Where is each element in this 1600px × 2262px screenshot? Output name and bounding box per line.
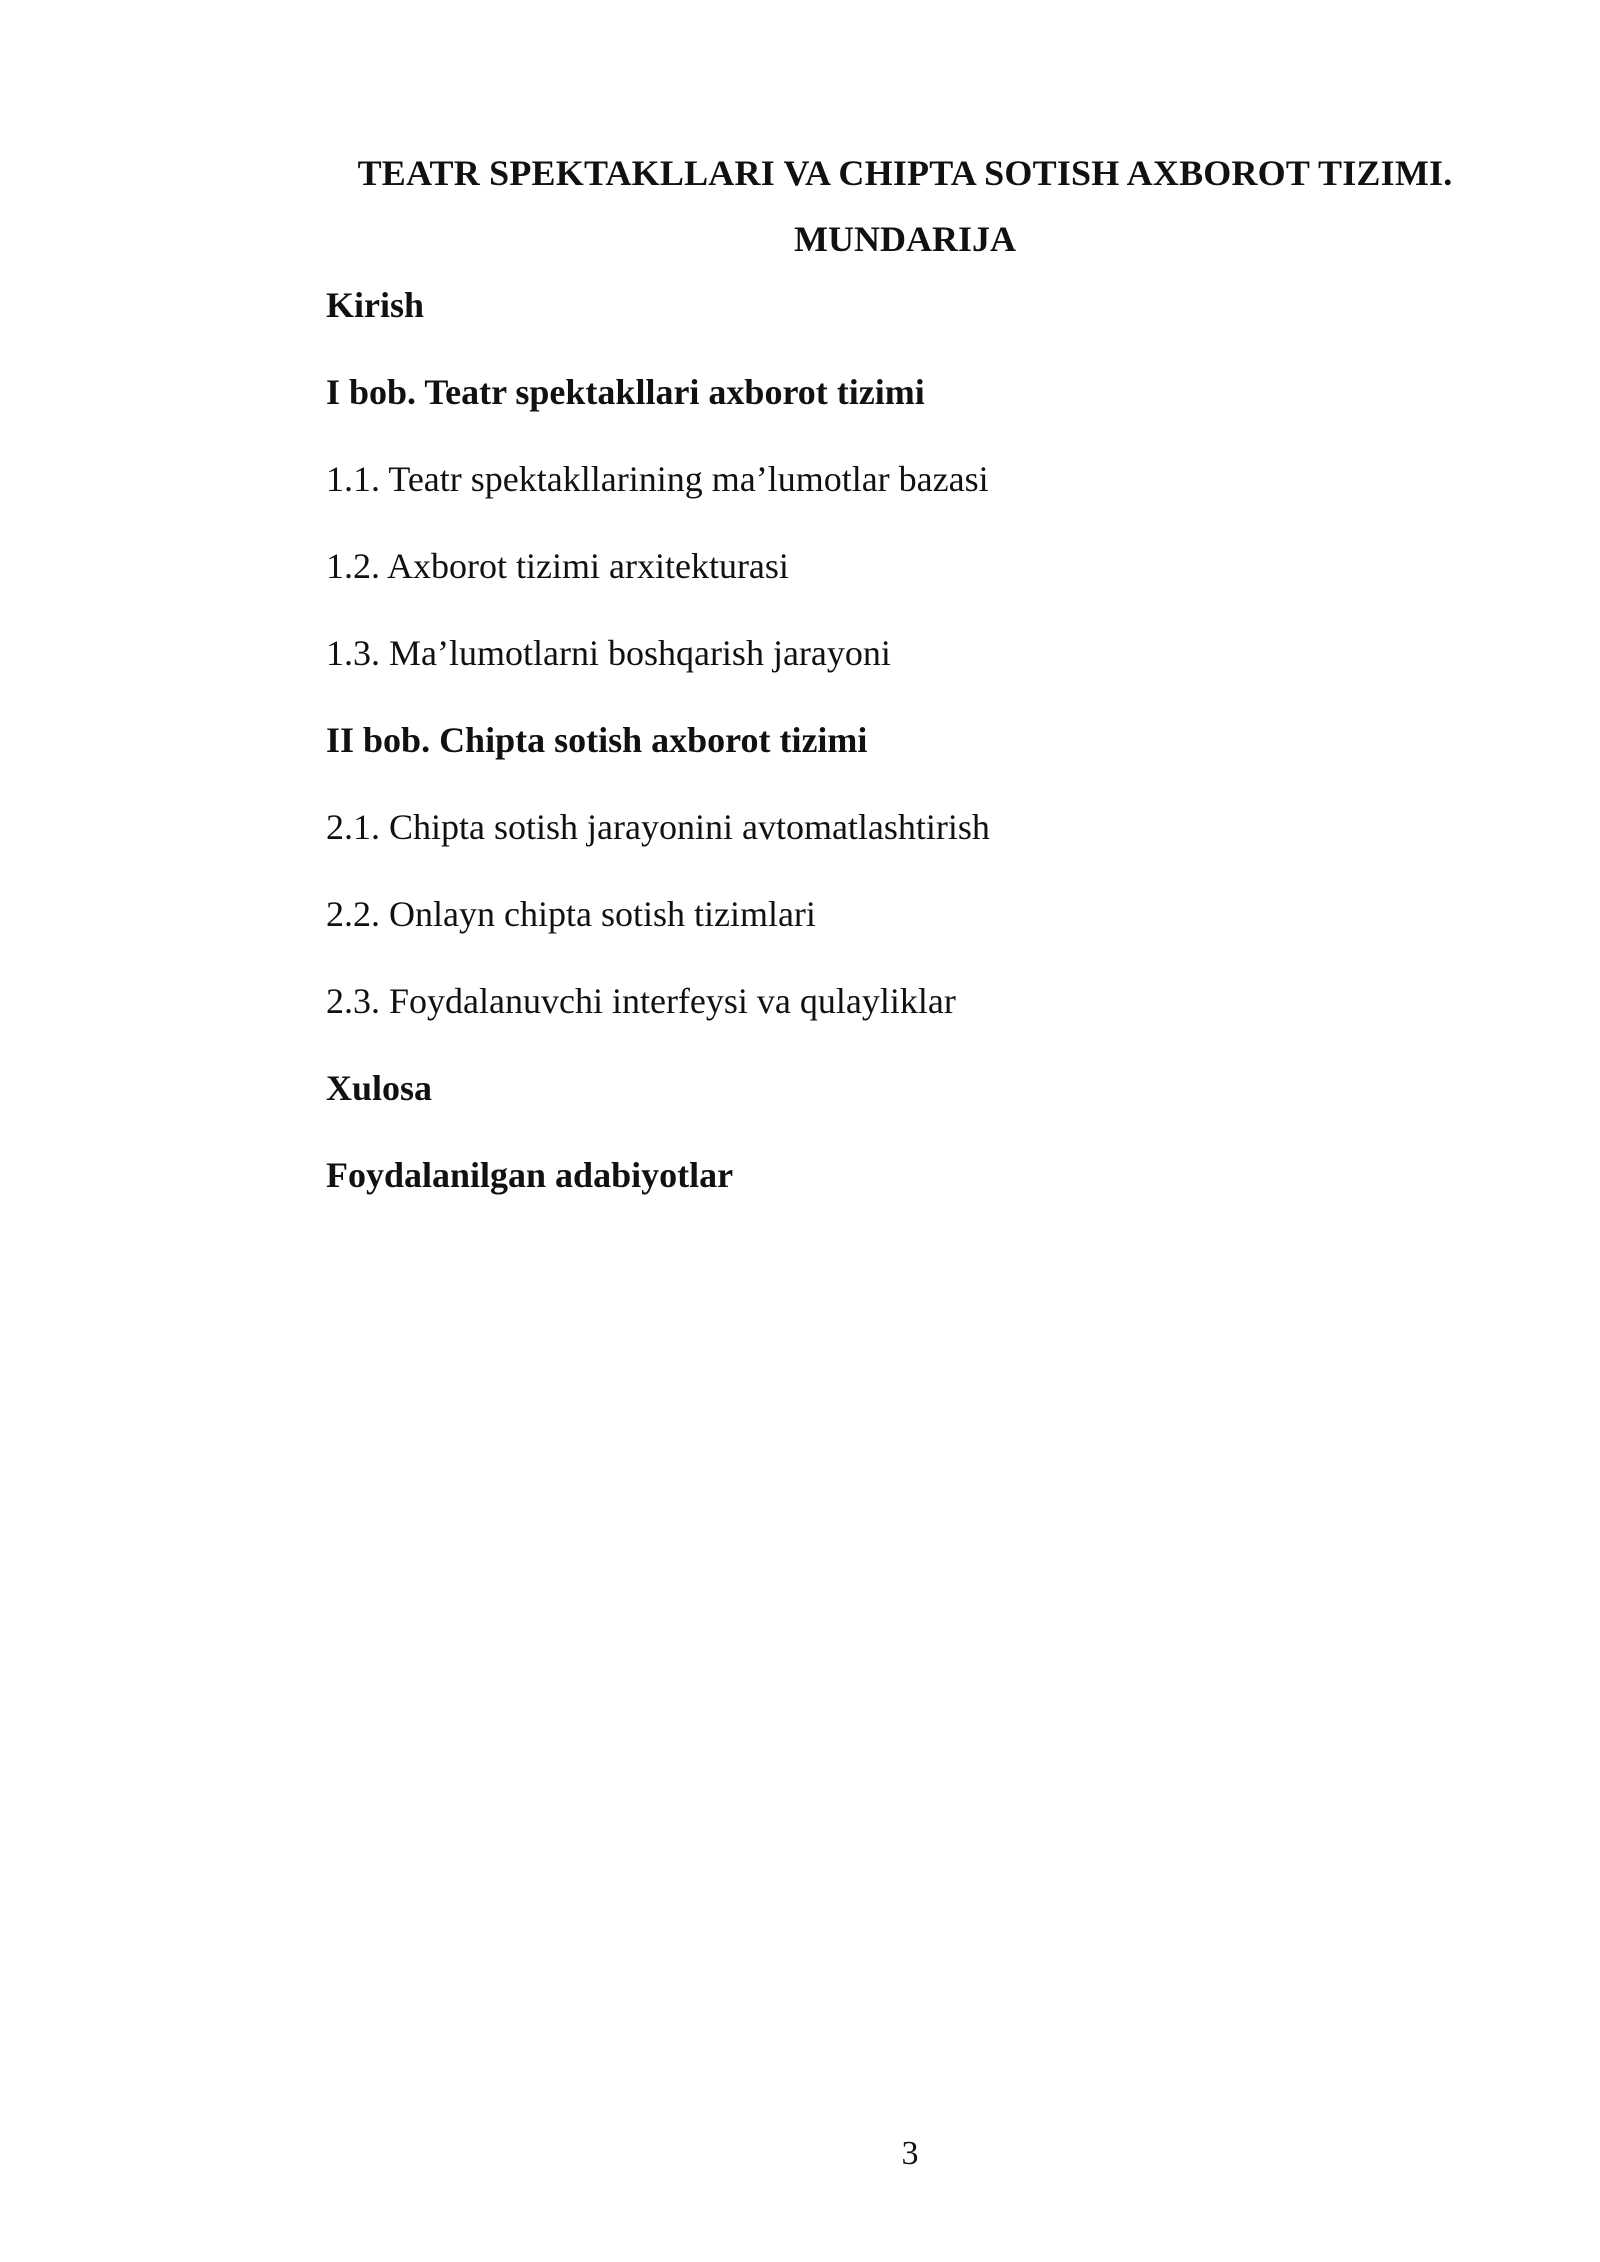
toc-heading: MUNDARIJA xyxy=(794,219,1016,259)
toc-item-2-2: 2.2. Onlayn chipta sotish tizimlari xyxy=(326,894,816,934)
toc-item-adabiyotlar: Foydalanilgan adabiyotlar xyxy=(326,1155,734,1195)
toc-item-kirish: Kirish xyxy=(326,285,425,325)
page-number: 3 xyxy=(901,2135,919,2172)
toc-item-1-3: 1.3. Ma’lumotlarni boshqarish jarayoni xyxy=(326,633,891,673)
toc-item-1-1: 1.1. Teatr spektakllarining ma’lumotlar bazasi xyxy=(326,459,989,499)
document-title: TEATR SPEKTAKLLARI VA CHIPTA SOTISH AXBOROT TIZIMI. xyxy=(357,153,1453,193)
toc-item-2-1: 2.1. Chipta sotish jarayonini avtomatlashtirish xyxy=(326,807,990,847)
toc-item-chapter-1: I bob. Teatr spektakllari axborot tizimi xyxy=(326,372,925,412)
toc-item-2-3: 2.3. Foydalanuvchi interfeysi va qulayliklar xyxy=(326,981,956,1021)
table-of-contents xyxy=(326,284,1426,1241)
toc-item-chapter-2: II bob. Chipta sotish axborot tizimi xyxy=(326,720,868,760)
toc-item-1-2: 1.2. Axborot tizimi arxitekturasi xyxy=(326,546,789,586)
toc-item-xulosa: Xulosa xyxy=(326,1068,433,1108)
